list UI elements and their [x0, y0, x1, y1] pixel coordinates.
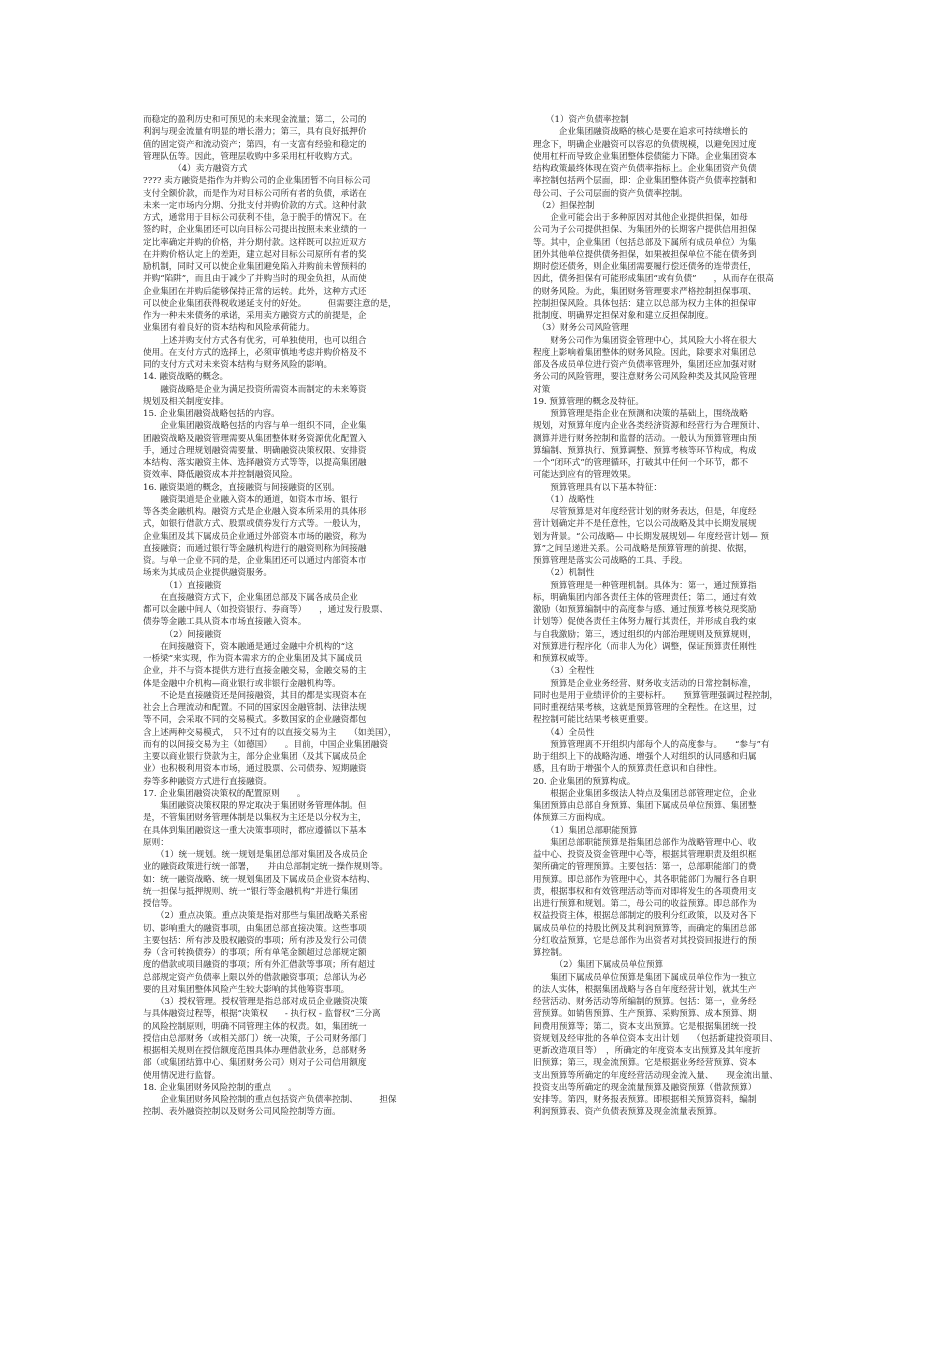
left-column-line: 规划及相关制度安排。 — [143, 396, 229, 407]
right-column-line: 团外其他单位提供债务担保，如果被担保单位不能在债务到 — [533, 249, 757, 260]
right-column-line: 集团总部职能预算是指集团总部作为战略管理中心、收 — [533, 837, 757, 848]
right-column-line: 架所确定的管理预算。主要包括：第一，总部职能部门的费 — [533, 862, 757, 873]
right-column-line: 预算管理是指企业在预测和决策的基础上，围绕战略 — [533, 409, 748, 419]
right-column-line: 对预算进行程序化（而非人为化）调整，保证预算责任刚性 — [533, 641, 757, 652]
left-column-line: 债券等金融工具从资本市场直接融入资本。 — [143, 617, 307, 628]
right-column-line: 集团下属成员单位预算是集团下属成员单位作为一独立 — [533, 972, 757, 983]
left-column-line: 可以使企业集团获得税收递延支付的好处。 但需要注意的是， — [143, 298, 397, 309]
left-column-line: 方式，通常用于目标公司获利不佳，急于脱手的情况下。在 — [143, 213, 367, 223]
left-column-line: 等各类金融机构。融资方式是企业融入资本所采用的具体形 — [143, 507, 367, 517]
right-column-line: （2）机制性 — [533, 568, 595, 579]
right-column-line: 划为背景。“公司战略— 中长期发展规划— 年度经营计划— 预 — [533, 531, 770, 542]
left-column-line: 业集团有着良好的资本结构和风险承荷能力。 — [143, 323, 315, 334]
right-column-line: 利润预算表、资产负债表预算及现金流量表预算。 — [533, 1107, 723, 1118]
right-column-line: 预算管理是一种管理机制。具体为：第一，通过预算指 — [533, 580, 757, 591]
left-column-line: 而稳定的盈利历史和可预见的未来现金流量；第二，公司的 — [143, 115, 367, 125]
left-column-line: 业的融资政策进行统一部署， 并由总部制定统一操作规则等。 — [143, 862, 388, 873]
left-column-line: 而有的以间接交易为主（如德国） 。目前，中国企业集团融资 — [143, 739, 388, 750]
right-column-line: 控制担保风险。具体包括：建立以总部为权力主体的担保审 — [533, 298, 757, 309]
right-column-line: 部及各成员单位进行资产负债率管理外，集团还应加强对财 — [533, 360, 757, 370]
right-column-line: 同时也是用于业绩评价的主要标杆。 预算管理强调过程控制， — [533, 690, 778, 701]
right-column-line: 用预算。即总部作为管理中心，其各职能部门为履行各自职 — [533, 874, 757, 885]
left-column-line: 管理队伍等。因此，管理层收购中多采用杠杆收购方式。 — [143, 151, 358, 162]
left-column-line: 都可以金融中间人（如投资银行、券商等） ，通过发行股票、 — [143, 605, 388, 615]
right-column-line: 经营活动、财务活动等所编制的预算。包括：第一，业务经 — [533, 997, 757, 1007]
right-column-line: 可能达到应有的管理效果。 — [533, 470, 637, 481]
right-column-line: 企业可能会出于多种原因对其他企业提供担保，如母 — [533, 213, 748, 223]
right-column-line: 预算管理具有以下基本特征： — [533, 482, 662, 493]
right-column-line: 率控制包括两个层面，即：企业集团整体资产负债率控制和 — [533, 176, 757, 187]
left-column-line: （2）重点决策。重点决策是指对那些与集团战略关系密 — [143, 911, 368, 922]
left-column-line: 未来一定市场内分期、分批支付并购价款的方式。这种付款 — [143, 200, 367, 211]
right-column-line: 等。其中，企业集团（包括总部及下属所有成员单位）为集 — [533, 237, 757, 248]
right-column-line: 属成员单位的持股比例及其利润预算等，而确定的集团总部 — [533, 923, 757, 934]
left-column-line: 直接融资；而通过银行等金融机构进行的融资则称为间接融 — [143, 543, 367, 554]
right-column-line: 投资支出等所确定的现金流量预算及融资预算（借款预算） — [533, 1082, 757, 1093]
left-column-line: （3）授权管理。授权管理是指总部对成员企业融资决策 — [143, 997, 368, 1007]
left-column-line: （2）间接融资 — [143, 629, 222, 640]
left-column-line: 券（含可转换债券）的事项；所有单笔金额超过总部规定额 — [143, 948, 367, 958]
right-column-line: 对策 — [533, 384, 551, 395]
left-column-line: 体是金融中介机构—商业银行或非银行金融机构等。 — [143, 678, 341, 689]
left-column-line: 式，如银行借款方式、股票或债券发行方式等。一般认为， — [143, 519, 367, 530]
left-column-line: 度的借款或项目融资的事项；所有外汇借款等事项；所有超过 — [143, 960, 376, 971]
left-column-line: 资。与单一企业不同的是，企业集团还可以通过内部资本市 — [143, 556, 367, 566]
left-column-line: 资效率、降低融资成本并控制融资风险。 — [143, 470, 298, 481]
right-column-line: 的法人实体，根据集团战略与各自年度经营计划，就其生产 — [533, 984, 757, 995]
left-column-line: 15. 企业集团融资战略包括的内容。 — [143, 409, 280, 419]
right-column-line: 务公司的风险管理，要注意财务公司风险种类及其风险管理 — [533, 372, 757, 383]
right-column-line: 助于组织上下的战略沟通、增强个人对组织的认同感和归属 — [533, 752, 757, 762]
right-column-line: 理念下，明确企业融资可以容忍的负债规模，以避免因过度 — [533, 139, 757, 150]
left-column-line: 切、影响重大的融资事项，由集团总部直接决策。这些事项 — [143, 923, 367, 934]
left-column-line: 签约时，企业集团还可以向目标公司提出按照未来业绩的一 — [143, 225, 367, 236]
left-column-line: 17. 企业集团融资决策权的配置原则 。 — [143, 788, 306, 799]
right-column-line: 责，根据事权和有效管理活动等而对即将发生的各项费用支 — [533, 886, 757, 897]
left-column-line: 使用。在支付方式的选择上，必须审慎地考虑并购价格及不 — [143, 347, 367, 358]
left-column-line: 部（或集团结算中心、集团财务公司）则对子公司信用额度 — [143, 1058, 367, 1069]
right-column-line: 感，且有助于增强个人的预算责任意识和自律性。 — [533, 764, 723, 775]
left-column-line: 原则： — [143, 837, 169, 848]
left-column-line: 利润与现金流量有明显的增长潜力；第三，具有良好抵押价 — [143, 127, 367, 138]
left-column-line: ???? 卖方融资是指作为并购公司的企业集团暂不向目标公司 — [143, 176, 371, 187]
right-column-line: 旧预算；第三，现金流预算。它是根据业务经营预算、资本 — [533, 1058, 757, 1069]
right-column-line: 19. 预算管理的概念及特征。 — [533, 396, 644, 407]
right-column-line: 集团预算由总部自身预算、集团下属成员单位预算、集团整 — [533, 801, 757, 811]
left-column-line: 根据相关规则在授信额度范围具体办理借款业务，总部财务 — [143, 1046, 367, 1056]
left-column-line: 并购“陷阱”，而且由于减少了并购当时的现金负担，从而使 — [143, 274, 367, 285]
left-column-line: 18. 企业集团财务风险控制的重点 。 — [143, 1082, 297, 1093]
right-column-line: 根据企业集团多级法人特点及集团总部管理定位，企业 — [533, 788, 757, 799]
left-column-line: 社会上合理流动和配置。不同的国家因金融管制、法律法规 — [143, 703, 367, 713]
right-column-line: 激励（如预算编制中的高度参与感、通过预算考核兑现奖励 — [533, 605, 757, 615]
left-column-line: 手，通过合理规划融资需要量、明确融资决策权限、安排资 — [143, 445, 367, 456]
left-column-line: 14. 融资战略的概念。 — [143, 372, 229, 383]
right-column-line: 企业集团融资战略的核心是要在追求可持续增长的 — [533, 127, 748, 138]
left-column-line: 统一担保与抵押规则、统一“银行等金融机构”并进行集团 — [143, 886, 359, 897]
left-column-line: 定比率确定并购的价格，并分期付款。这样既可以拉近双方 — [143, 237, 367, 248]
right-column-line: （4）全员性 — [533, 727, 595, 738]
right-column-line: 资规划及经审批的各单位资本支出计划 （包括新建投资项目、 — [533, 1033, 778, 1044]
left-column-line: 企业集团及其下属成员企业通过外部资本市场的融资，称为 — [143, 531, 367, 542]
right-column-line: 程度上影响着集团整体的财务风险。因此，除要求对集团总 — [533, 347, 757, 358]
left-column-line: 控制、表外融资控制以及财务公司风险控制等方面。 — [143, 1107, 341, 1118]
right-column-line: 预算是企业业务经营、财务收支活动的日常控制标准， — [533, 678, 757, 689]
right-column-line: 批制度、明确界定担保对象和建立反担保制度。 — [533, 311, 714, 321]
right-column-line: 出进行预算和规划。第二，母公司的收益预算。即总部作为 — [533, 899, 757, 909]
right-column-line: 支出预算等所确定的年度经营活动现金流入量、 现金流出量、 — [533, 1070, 778, 1081]
left-column-line: 授信由总部财务（或相关部门）统一决策，子公司财务部门 — [143, 1033, 367, 1044]
left-column-line: 等不同，会采取不同的交易模式。多数国家的企业融资都包 — [143, 715, 367, 726]
left-column-line: （1）统一规划。统一规划是集团总部对集团及各成员企 — [143, 850, 368, 860]
left-column-line: （1）直接融资 — [143, 580, 222, 591]
left-column-line: 融资战略是企业为满足投资所需资本而制定的未来筹资 — [143, 384, 367, 395]
left-column-line: 使用情况进行监督。 — [143, 1070, 221, 1081]
right-column-line: 体预算三方面构成。 — [533, 813, 611, 824]
left-column-line: 集团融资决策权限的界定取决于集团财务管理体制。但 — [143, 801, 367, 811]
left-column-line: 企业集团财务风险控制的重点包括资产负债率控制、 担保 — [143, 1095, 397, 1105]
right-column-line: 规划，对预算年度内企业各类经济资源和经营行为合理预计、 — [533, 421, 766, 432]
left-column-line: 与具体融资过程等，根据“决策权 - 执行权 - 监督权”三分离 — [143, 1009, 381, 1020]
right-column-line: 预算管理离不开组织内部每个人的高度参与。 “参与”有 — [533, 739, 770, 750]
right-column-line: 同时重视结果考核，这就是预算管理的全程性。在这里，过 — [533, 703, 757, 713]
left-column-line: 团融资战略及融资管理需要从集团整体财务资源优化配置入 — [143, 433, 367, 444]
right-column-line: 益中心、投资及资金管理中心等，根据其管理职责及组织框 — [533, 850, 757, 860]
right-column-line: 算编制、预算执行、预算调整、预算考核等环节构成，构成 — [533, 445, 757, 456]
left-column-line: 本结构、落实融资主体、选择融资方式等等，以提高集团融 — [143, 458, 367, 468]
left-column-line: 在并购价格认定上的差距，建立起对目标公司原所有者的奖 — [143, 249, 367, 260]
right-column-line: 尽管预算是对年度经营计划的财务表达，但是，年度经 — [533, 507, 757, 517]
right-column-line: 财务公司作为集团资金管理中心，其风险大小将在很大 — [533, 335, 757, 346]
right-column-line: 营计划确定并不是任意性，它以公司战略及其中长期发展规 — [533, 519, 757, 530]
right-column-line: 程控制可能比结果考核更重要。 — [533, 715, 654, 726]
left-column-line: 不论是直接融资还是间接融资，其目的都是实现资本在 — [143, 690, 367, 701]
left-column-line: 融资渠道是企业融入资本的通道，如资本市场、银行 — [143, 494, 358, 505]
right-column-line: 20. 企业集团的预算构成。 — [533, 776, 636, 787]
left-column-line: 如：统一融资战略、统一规划集团及下属成员企业资本结构、 — [143, 874, 376, 885]
left-column-line: 主要包括：所有涉及股权融资的事项；所有涉及发行公司债 — [143, 935, 367, 946]
right-column-line: （2）担保控制 — [533, 200, 595, 211]
right-column-line: 算控制。 — [533, 948, 568, 958]
right-column-line: 和预算权威等。 — [533, 654, 594, 664]
right-column-line: 公司为子公司提供担保、为集团外的长期客户提供信用担保 — [533, 225, 757, 236]
left-column-line: 支付全额价款，而是作为对目标公司所有者的负债，承诺在 — [143, 188, 367, 199]
right-column-line: 计划等）促使各责任主体努力履行其责任，并形成自我约束 — [533, 617, 757, 628]
right-column-line: （3）财务公司风险管理 — [533, 323, 629, 334]
left-column-line: 的风险控制原则，明确不同管理主体的权责。如，集团统一 — [143, 1021, 367, 1032]
right-column-line: 算”之间呈递进关系。公司战略是预算管理的前提、依据， — [533, 543, 753, 554]
left-column-line: 要的且对集团整体风险产生较大影响的其他筹资事项。 — [143, 984, 350, 995]
left-column-line: 业）也积极利用资本市场，通过股票、公司债券、短期融资 — [143, 764, 367, 775]
left-column-line: 励机制，同时又可以使企业集团避免陷入并购前未曾预料的 — [143, 262, 367, 272]
right-column-line: 预算管理是落实公司战略的工具、手段。 — [533, 556, 688, 566]
left-column-line: 在具体到集团融资这一重大决策事项时，都应遵循以下基本 — [143, 825, 367, 836]
left-column-line: 企业，并不与资本提供方进行直接金融交易，金融交易的主 — [143, 666, 367, 677]
right-column-line: 安排等。第四，财务报表预算。即根据相关预算资料，编制 — [533, 1095, 757, 1105]
right-column-line: （1）战略性 — [533, 494, 595, 505]
right-column-line: 营预算。如销售预算、生产预算、采购预算、成本预算、期 — [533, 1009, 757, 1020]
left-column-line: 主要以商业银行贷款为主，部分企业集团（及其下属成员企 — [143, 752, 367, 762]
right-column-line: 因此，债务担保有可能形成集团“或有负债” ，从而存在很高 — [533, 274, 774, 285]
left-column-line: 同的支付方式对未来资本结构与财务风险的影响。 — [143, 360, 333, 370]
left-column-line: 在直接融资方式下，企业集团总部及下属各成员企业 — [143, 592, 358, 603]
left-text-column — [143, 114, 413, 1119]
right-column-line: 权益投资主体，根据总部制定的股利分红政策，以及对各下 — [533, 911, 757, 922]
left-column-line: 总部规定资产负债率上限以外的借款融资事项；总部认为必 — [143, 972, 367, 983]
right-column-line: （1）资产负债率控制 — [533, 115, 629, 125]
right-column-line: 期时偿还债务，则企业集团需要履行偿还债务的连带责任， — [533, 262, 757, 272]
right-column-line: 结构政策最终体现在资产负债率指标上。企业集团资产负债 — [533, 164, 757, 174]
left-column-line: 值的固定资产和流动资产；第四，有一支富有经验和稳定的 — [143, 139, 367, 150]
left-column-line: 在间接融资下，资本融通是通过金融中介机构的“这 — [143, 641, 354, 652]
left-column-line: 授信等。 — [143, 899, 178, 909]
right-column-line: 的财务风险。为此，集团财务管理要求严格控制担保事项、 — [533, 286, 757, 297]
right-column-line: 母公司、子公司层面的资产负债率控制。 — [533, 188, 688, 199]
left-column-line: 企业集团融资战略包括的内容与单一组织不同，企业集 — [143, 421, 367, 432]
right-column-line: （3）全程性 — [533, 666, 595, 677]
right-column-line: 标，明确集团内部各责任主体的管理责任；第二，通过有效 — [533, 592, 757, 603]
right-column-line: （1）集团总部职能预算 — [533, 825, 638, 836]
left-column-line: 含上述两种交易模式， 只不过有的以直接交易为主 （如美国）， — [143, 727, 397, 738]
left-column-line: 企业集团在并购后能够保持正常的运转。此外，这种方式还 — [143, 286, 367, 297]
right-text-column — [533, 114, 801, 1119]
left-column-line: 作为一种未来债务的承诺，采用卖方融资方式的前提是，企 — [143, 311, 367, 321]
right-column-line: 一个“闭环式”的管理循环，打破其中任何一个环节，都不 — [533, 458, 749, 468]
right-column-line: 间费用预算等；第二，资本支出预算。它是根据集团统一投 — [533, 1021, 757, 1032]
left-column-line: 券等多种融资方式进行直接融资。 — [143, 776, 272, 787]
right-column-line: 测算并进行财务控制和监督的活动。一般认为预算管理由预 — [533, 433, 757, 444]
left-column-line: （4）卖方融资方式 — [143, 164, 248, 174]
left-column-line: 上述并购支付方式各有优劣，可单独使用，也可以组合 — [143, 335, 367, 346]
left-column-line: 场来为其成员企业提供融资服务。 — [143, 568, 272, 579]
left-column-line: 16. 融资渠道的概念，直接融资与间接融资的区别。 — [143, 482, 340, 493]
left-column-line: 是，不管集团财务管理体制是以集权为主还是以分权为主， — [143, 813, 367, 824]
left-column-line: 一桥梁”来实现，作为资本需求方的企业集团及其下属成员 — [143, 654, 363, 664]
right-column-line: 分红收益预算，它是总部作为出资者对其投资回报进行的预 — [533, 935, 757, 946]
right-column-line: （2）集团下属成员单位预算 — [533, 960, 664, 971]
right-column-line: 与自我激励；第三，透过组织的内部治理规则及预算规则， — [533, 629, 757, 640]
right-column-line: 更新改造项目等） ，所确定的年度资本支出预算及其年度折 — [533, 1046, 761, 1056]
right-column-line: 使用杠杆而导致企业集团整体偿债能力下降。企业集团资本 — [533, 151, 757, 162]
